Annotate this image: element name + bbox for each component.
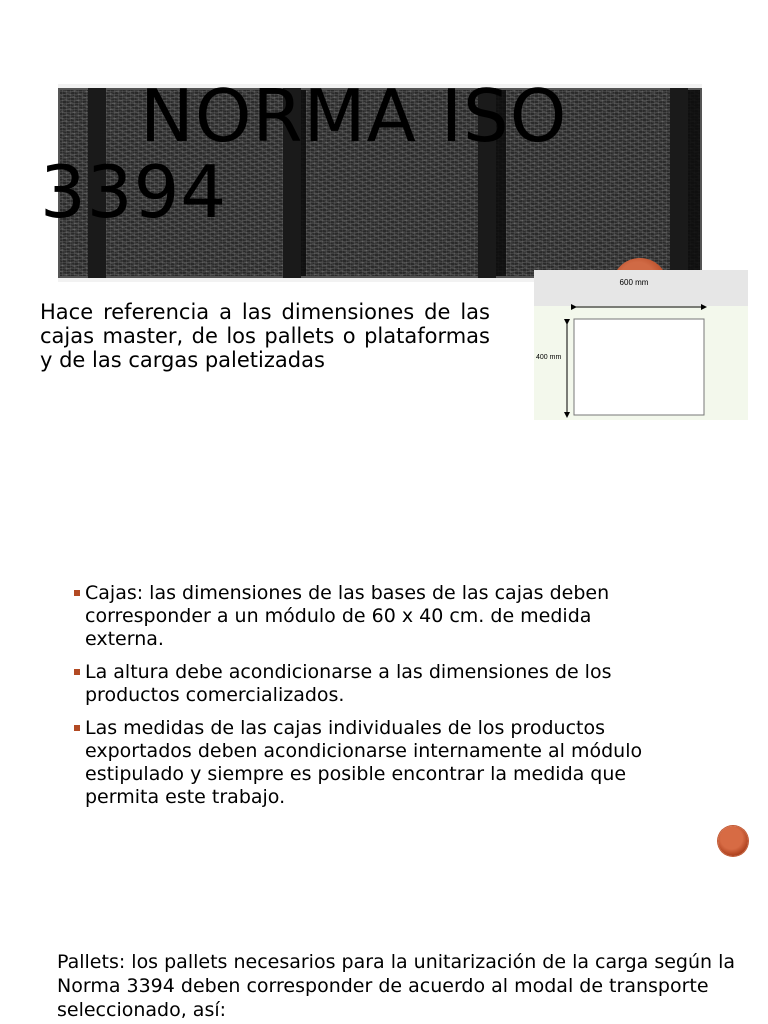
- diagram-svg: [534, 270, 748, 420]
- bullet-text: La altura debe acondicionarse a las dimensiones de los productos comercializados.: [85, 661, 612, 706]
- height-label: 400 mm: [536, 354, 562, 361]
- intro-text: Hace referencia a las dimensiones de las cajas master, de los pallets o plataformas y de las cargas paletizadas: [40, 300, 490, 372]
- width-label: 600 mm: [619, 278, 649, 287]
- page-title: [40, 74, 600, 234]
- bullet-text: Las medidas de las cajas individuales de los productos exportados deben acondicionarse internamente al módulo estipulado y siempre es posible encontrar la medida que permita este trabajo.: [85, 717, 643, 808]
- list-item: [74, 661, 674, 707]
- list-item: [74, 717, 674, 809]
- box-dimension-diagram: [534, 270, 748, 420]
- box-outline: [574, 319, 704, 415]
- title-line-1: NORMA ISO: [140, 74, 568, 158]
- bullet-text: Cajas: las dimensiones de las bases de las cajas deben corresponder a un módulo de 60 x 40 cm. de medida externa.: [85, 582, 610, 650]
- decorative-circle-icon: [718, 826, 748, 856]
- list-item: [74, 582, 674, 651]
- title-line-2: 3394: [40, 150, 228, 234]
- bullet-square-icon: [74, 590, 80, 596]
- banner-stripe: [670, 88, 688, 278]
- bullet-square-icon: [74, 725, 80, 731]
- bullet-square-icon: [74, 669, 80, 675]
- pallets-text: Pallets: los pallets necesarios para la unitarización de la carga según la Norma 3394 deben corresponder de acuerdo al modal de transporte seleccionado, así:: [57, 951, 736, 1021]
- bullet-list: [74, 582, 674, 819]
